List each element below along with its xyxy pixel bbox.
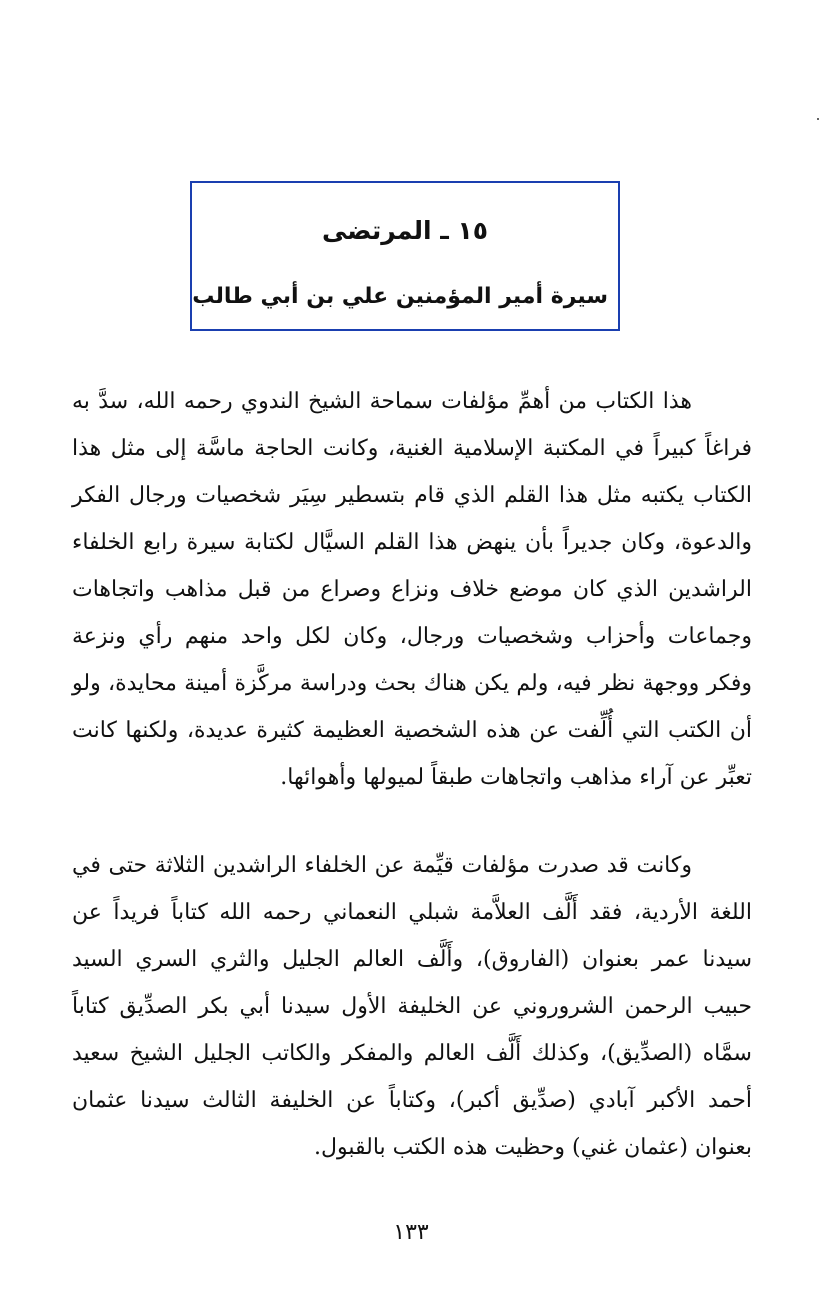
chapter-subtitle: سيرة أمير المؤمنين علي بن أبي طالب (192, 284, 608, 309)
page-number: ١٣٣ (393, 1220, 429, 1245)
body-paragraph-2-container (72, 842, 752, 1171)
chapter-title-frame (190, 181, 620, 331)
margin-speck (817, 118, 819, 120)
body-paragraph-1: هذا الكتاب من أهمِّ مؤلفات سماحة الشيخ الندوي رحمه الله، سدَّ به فراغاً كبيراً في المكتبة الإسلامية الغنية، وكانت الحاجة ماسَّة إلى مثل هذا الكتاب يكتبه مثل هذا القلم الذي قام بتسطير سِيَر شخصيات ورجال الفكر والدعوة، وكان جديراً بأن ينهض هذا القلم السيَّال لكتابة سيرة رابع الخلفاء الراشدين الذي كان موضع خلاف ونزاع وصراع من قبل مذاهب واتجاهات وجماعات وأحزاب وشخصيات ورجال، وكان لكل واحد منهم رأي ونزعة وفكر ووجهة نظر فيه، ولم يكن هناك بحث ودراسة مركَّزة أمينة محايدة، ولو أن الكتب التي أُلِّفت عن هذه الشخصية العظيمة كثيرة عديدة، ولكنها كانت تعبِّر عن آراء مذاهب واتجاهات طبقاً لميولها وأهوائها. (72, 389, 752, 790)
chapter-title: ١٥ ـ المرتضى (321, 216, 489, 245)
body-paragraph-2: وكانت قد صدرت مؤلفات قيِّمة عن الخلفاء الراشدين الثلاثة حتى في اللغة الأردية، فقد أَلَّف العلاَّمة شبلي النعماني رحمه الله كتاباً فريداً عن سيدنا عمر بعنوان (الفاروق)، وأَلَّف العالم الجليل والثري السري السيد حبيب الرحمن الشروروني عن الخليفة الأول سيدنا أبي بكر الصدِّيق كتاباً سمَّاه (الصدِّيق)، وكذلك أَلَّف العالم والمفكر والكاتب الجليل الشيخ سعيد أحمد الأكبر آبادي (صدِّيق أكبر)، وكتاباً عن الخليفة الثالث سيدنا عثمان بعنوان (عثمان غني) وحظيت هذه الكتب بالقبول. (72, 853, 752, 1160)
body-paragraph-1-container (72, 378, 752, 801)
